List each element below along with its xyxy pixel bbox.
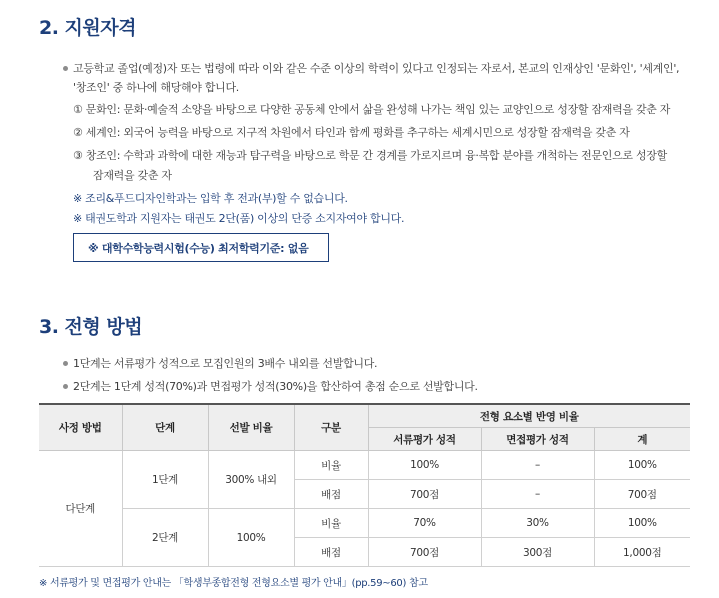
selection-table xyxy=(39,403,690,567)
header-type: 구분 xyxy=(294,404,368,451)
selection-bullet-stage1: 1단계는 서류평가 성적으로 모집인원의 3배수 내외를 선발합니다. xyxy=(73,357,378,370)
talent-item-culture: ① 문화인: 문화·예술적 소양을 바탕으로 다양한 공동체 안에서 삶을 완성해 나가는 책임 있는 교양인으로 성장할 잠재력을 갖춘 자 xyxy=(73,103,671,116)
cell-type: 비율 xyxy=(294,509,368,538)
section-title-selection: 3. 전형 방법 xyxy=(39,316,143,338)
cell-ratio: 300% 내외 xyxy=(208,451,294,509)
cell-total: 100% xyxy=(594,451,690,480)
header-doc: 서류평가 성적 xyxy=(368,428,481,451)
cell-interview: – xyxy=(481,451,594,480)
talent-item-creative-line1: ③ 창조인: 수학과 과학에 대한 재능과 탐구력을 바탕으로 학문 간 경계를 가로지르며 융·복합 분야를 개척하는 전문인으로 성장할 xyxy=(73,149,667,162)
note-culinary: ※ 조리&푸드디자인학과는 입학 후 전과(부)할 수 없습니다. xyxy=(73,192,348,205)
cell-total: 700점 xyxy=(594,480,690,509)
cell-stage: 1단계 xyxy=(122,451,208,509)
header-group: 전형 요소별 반영 비율 xyxy=(368,404,690,428)
header-ratio: 선발 비율 xyxy=(208,404,294,451)
header-total: 계 xyxy=(594,428,690,451)
talent-item-creative-line2: 잠재력을 갖춘 자 xyxy=(93,169,172,182)
eligibility-intro-line1: 고등학교 졸업(예정)자 또는 법령에 따라 이와 같은 수준 이상의 학력이 있다고 인정되는 자로서, 본교의 인재상인 '문화인', '세계인', xyxy=(73,62,680,75)
cell-doc: 70% xyxy=(368,509,481,538)
cell-ratio: 100% xyxy=(208,509,294,567)
bullet-dot xyxy=(63,384,68,389)
header-method: 사정 방법 xyxy=(39,404,122,451)
cell-doc: 700점 xyxy=(368,538,481,567)
section-title-eligibility: 2. 지원자격 xyxy=(39,17,136,39)
cell-type: 배점 xyxy=(294,480,368,509)
cell-total: 100% xyxy=(594,509,690,538)
bullet-dot xyxy=(63,361,68,366)
header-interview: 면접평가 성적 xyxy=(481,428,594,451)
cell-total: 1,000점 xyxy=(594,538,690,567)
table-row xyxy=(39,509,690,538)
bullet-dot xyxy=(63,66,68,71)
table-row xyxy=(39,451,690,480)
cell-doc: 100% xyxy=(368,451,481,480)
header-stage: 단계 xyxy=(122,404,208,451)
selection-bullet-stage2: 2단계는 1단계 성적(70%)과 면접평가 성적(30%)을 합산하여 총점 순으로 선발합니다. xyxy=(73,380,478,393)
cell-interview: – xyxy=(481,480,594,509)
note-taekwondo: ※ 태권도학과 지원자는 태권도 2단(품) 이상의 단증 소지자여야 합니다. xyxy=(73,212,405,225)
cell-type: 배점 xyxy=(294,538,368,567)
cell-interview: 300점 xyxy=(481,538,594,567)
csat-minimum-box: ※ 대학수학능력시험(수능) 최저학력기준: 없음 xyxy=(73,233,329,262)
eligibility-intro-line2: '창조인' 중 하나에 해당해야 합니다. xyxy=(73,81,239,94)
talent-item-global: ② 세계인: 외국어 능력을 바탕으로 지구적 차원에서 타인과 함께 평화를 추구하는 세계시민으로 성장할 잠재력을 갖춘 자 xyxy=(73,126,630,139)
table-footnote: ※ 서류평가 및 면접평가 안내는 「학생부종합전형 전형요소별 평가 안내」(pp.59~60) 참고 xyxy=(39,578,428,589)
cell-doc: 700점 xyxy=(368,480,481,509)
cell-interview: 30% xyxy=(481,509,594,538)
cell-stage: 2단계 xyxy=(122,509,208,567)
cell-method: 다단계 xyxy=(39,451,122,567)
cell-type: 비율 xyxy=(294,451,368,480)
